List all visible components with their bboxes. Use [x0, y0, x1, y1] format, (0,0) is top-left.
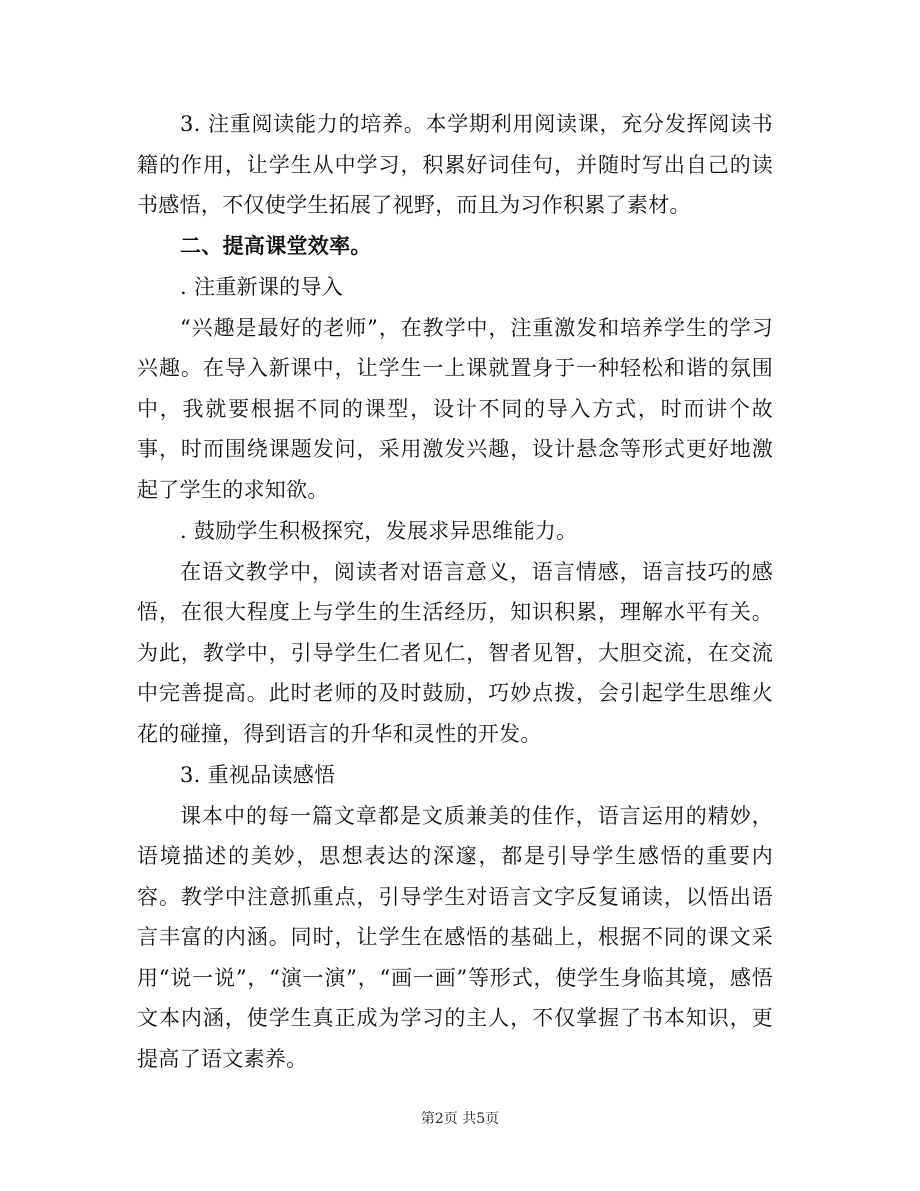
paragraph-textbook-articles: 课本中的每一篇文章都是文质兼美的佳作，语言运用的精妙，语境描述的美妙，思想表达的深邃，都是引导学生感悟的重要内容。教学中注意抓重点，引导学生对语言文字反复诵读，以悟出语言丰富的内涵。同时，让学生在感悟的基础上，根据不同的课文采用“说一说”，“演一演”，“画一画”等形式，使学生身临其境，感悟文本内涵，使学生真正成为学习的主人，不仅掌握了书本知识，更提高了语文素养。	[137, 803, 773, 1071]
subheading-lesson-introduction: . 注重新课的导入	[180, 275, 344, 299]
page-number: 第2页 共5页	[420, 1111, 500, 1127]
paragraph-interest-teacher: “兴趣是最好的老师”，在教学中，注重激发和培养学生的学习兴趣。在导入新课中，让学生一上课就置身于一种轻松和谐的氛围中，我就要根据不同的课型，设计不同的导入方式，时而讲个故事，时而围绕课题发问，采用激发兴趣，设计悬念等形式更好地激起了学生的求知欲。	[137, 315, 773, 502]
subheading-encourage-exploration: . 鼓励学生积极探究，发展求异思维能力。	[180, 519, 578, 543]
paragraph-chinese-teaching: 在语文教学中，阅读者对语言意义，语言情感，语言技巧的感悟，在很大程度上与学生的生活经历，知识积累，理解水平有关。为此，教学中，引导学生仁者见仁，智者见智，大胆交流，在交流中完善提高。此时老师的及时鼓励，巧妙点拨，会引起学生思维火花的碰撞，得到语言的升华和灵性的开发。	[137, 559, 773, 746]
section-heading-classroom-efficiency: 二、提高课堂效率。	[180, 232, 372, 258]
document-body	[137, 104, 773, 1079]
subheading-reading-perception: 3. 重视品读感悟	[180, 763, 336, 787]
paragraph-reading-ability: 3. 注重阅读能力的培养。本学期利用阅读课，充分发挥阅读书籍的作用，让学生从中学习，积累好词佳句，并随时写出自己的读书感悟，不仅使学生拓展了视野，而且为习作积累了素材。	[137, 112, 773, 217]
